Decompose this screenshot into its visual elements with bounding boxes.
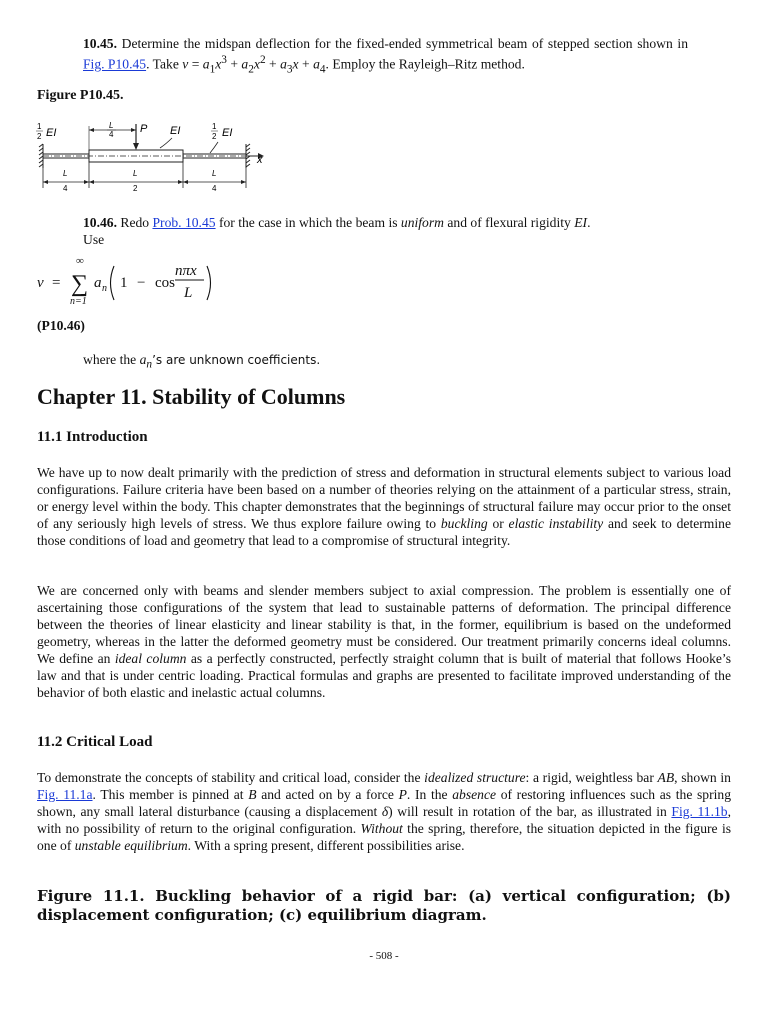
section-11-2-title: 11.2 Critical Load xyxy=(37,734,153,750)
eq-sum-upper: ∞ xyxy=(76,255,84,267)
section-11-2-paragraph: To demonstrate the concepts of stability and critical load, consider the idealized structure: a rigid, weightless bar AB, shown in Fig. 11.1a. This member is pinned at B and acted on by a force P. In the absence of restoring influences such as the spring shown, any small lateral disturbance (causing a displacement δ) will result in rotation of the bar, as illustrated in Fig. 11.1b, with no possibility of return to the original configuration. Without the spring, therefore, the situation depicted in the figure is one of unstable equilibrium. With a spring present, different possibilities arise. xyxy=(37,770,732,853)
dim-right-num: L xyxy=(212,169,217,178)
ei-right-frac-den: 2 xyxy=(212,132,217,141)
top-dim-num: L xyxy=(109,121,114,130)
dim-left-num: L xyxy=(63,169,68,178)
dim-right-den: 4 xyxy=(212,184,217,192)
eq-paren-right xyxy=(207,266,211,300)
link-fig-11-1b[interactable]: Fig. 11.1b xyxy=(671,804,728,819)
left-fixed-support xyxy=(39,144,43,168)
where-line: where the $a_n’s$ are unknown coefficients. xyxy=(83,352,321,371)
load-p-arrowhead xyxy=(133,143,139,150)
chapter-title: Chapter 11. Stability of Columns xyxy=(37,384,346,409)
dim-mid-den: 2 xyxy=(133,184,138,192)
equation-p10-46 xyxy=(34,250,234,310)
link-fig-11-1a[interactable]: Fig. 11.1a xyxy=(37,787,93,802)
ei-left-label: EI xyxy=(46,127,57,139)
dim-left-den: 4 xyxy=(63,184,68,192)
beam-right-segment xyxy=(183,154,246,158)
figure-11-1-caption: Figure 11.1. Buckling behavior of a rigid bar: (a) vertical configuration; (b) displacement configuration; (c) equilibrium diagram. xyxy=(37,887,731,924)
eq-paren-left xyxy=(111,266,115,300)
top-dim-arrow-left xyxy=(89,128,94,132)
equation-label: (P10.46) xyxy=(37,318,85,333)
stepped-beam-figure xyxy=(36,116,272,192)
eq-v: v xyxy=(37,275,44,291)
problem-10-45: 10.45. Determine the midspan deflection for the fixed-ended symmetrical beam of stepped section shown in Fig. P10.45. Take $v = a_1x^3 + a_2x^2 + a_3x + a_4$. Employ the Rayleigh–Ritz method. xyxy=(83,36,688,76)
ei-right-frac-num: 1 xyxy=(212,122,217,131)
ei-left-frac-num: 1 xyxy=(37,122,42,131)
eq-sum-lower: n=1 xyxy=(70,296,87,307)
link-fig-p10-45[interactable]: Fig. P10.45 xyxy=(83,56,147,72)
ei-middle-label: EI xyxy=(170,125,181,137)
section-11-1-title: 11.1 Introduction xyxy=(37,429,148,445)
link-prob-10-45[interactable]: Prob. 10.45 xyxy=(152,215,216,230)
eq-a-sub: n xyxy=(102,283,107,294)
problem-number: 10.46. xyxy=(83,215,117,230)
eq-cos: cos xyxy=(155,275,175,291)
eq-frac-num: nπx xyxy=(175,263,197,279)
ei-right-label: EI xyxy=(222,127,233,139)
eq-sigma: ∑ xyxy=(71,271,89,297)
ei-left-frac-den: 2 xyxy=(37,132,42,141)
x-axis-label: x xyxy=(257,154,263,166)
section-11-1-paragraph-2: We are concerned only with beams and slender members subject to axial compression. The problem is essentially one of ascertaining those configurations of the system that lead to sustainable patterns of deformation. The principal difference between the theories of linear elasticity and linear stability is that, in the former, equilibrium is based on the undeformed geometry, whereas in the latter the deformed geometry must be considered. Our treatment primarily concerns ideal columns. We define an ideal column as a perfectly constructed, perfectly straight column that is built of material that follows Hooke’s law and that is under centric loading. Practical formulas and graphs are presented to facilitate improved understanding of the behavior of both elastic and inelastic actual columns. xyxy=(37,583,731,700)
dim-mid-num: L xyxy=(133,169,138,178)
top-dim-den: 4 xyxy=(109,130,114,139)
top-dim-arrow-right xyxy=(131,128,136,132)
eq-minus: − xyxy=(137,275,146,291)
eq-equals: = xyxy=(52,275,61,291)
load-p-label: P xyxy=(140,123,148,135)
eq-frac-den: L xyxy=(184,285,193,301)
eq-one: 1 xyxy=(120,275,128,291)
problem-10-46: 10.46. Redo Prob. 10.45 for the case in which the beam is uniform and of flexural rigidity EI. Use xyxy=(83,215,591,247)
eq-a: a xyxy=(94,275,102,291)
problem-number: 10.45. xyxy=(83,36,117,51)
figure-p10-45-caption: Figure P10.45. xyxy=(37,88,124,103)
section-11-1-paragraph-1: We have up to now dealt primarily with the prediction of stress and deformation in structural elements subject to various load configurations. Failure criteria have been based on a number of theories relying on the attainment of a particular stress, strain, or energy level within the body. This chapter demonstrates that the beginnings of structural failure may occur prior to the onset of any seriously high levels of stress. We thus explore failure owing to buckling or elastic instability and seek to determine those conditions of load and geometry that lead to a compromise of structural integrity. xyxy=(37,465,731,548)
page-number: - 508 - xyxy=(369,950,399,962)
